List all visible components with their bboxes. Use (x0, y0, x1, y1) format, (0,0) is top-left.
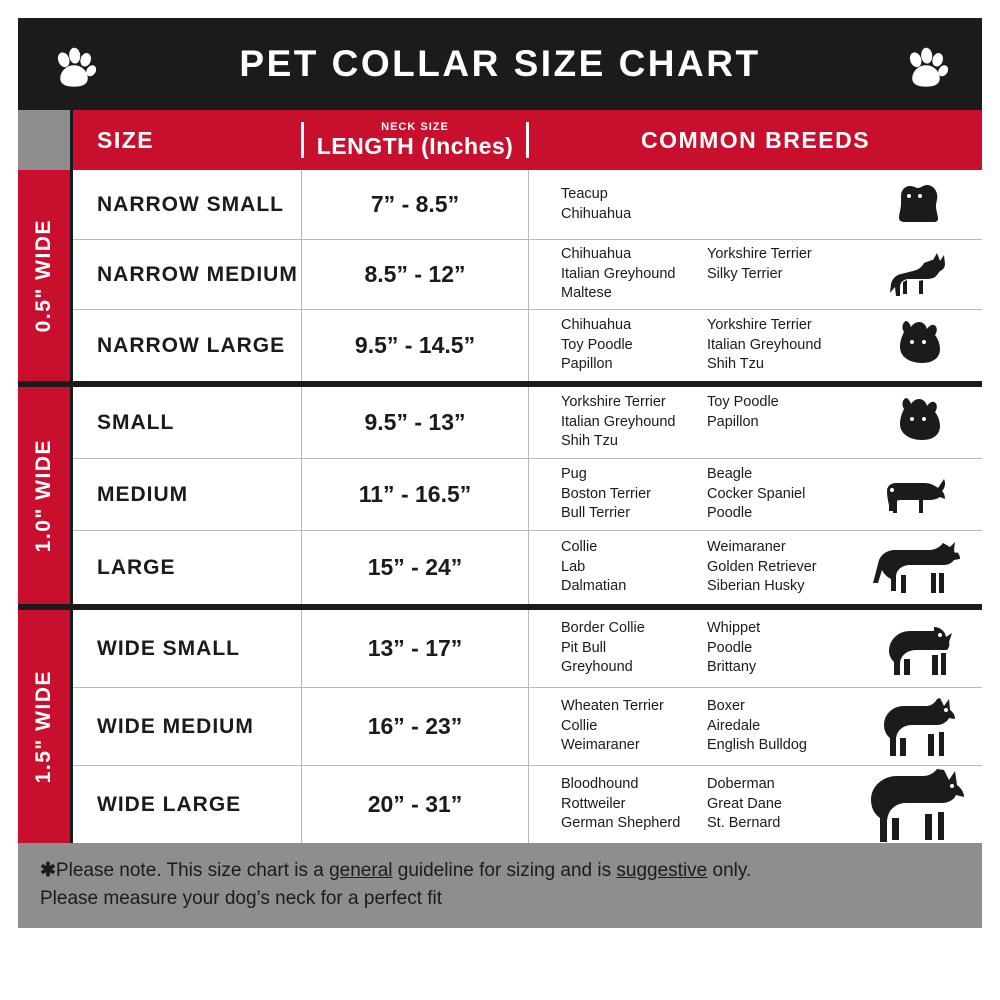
breed-name: Teacup (561, 185, 608, 202)
footer-underline-general: general (329, 860, 393, 881)
cell-length: 7” - 8.5” (301, 170, 529, 239)
breed-column-2 (707, 393, 853, 452)
breed-name: Boxer (707, 698, 745, 715)
breed-name: Rottweiler (561, 795, 626, 812)
chihuahua-silhouette (864, 252, 982, 298)
breed-name: Yorkshire Terrier (707, 246, 812, 263)
breed-name: Weimaraner (707, 539, 786, 556)
footer-line-2: Please measure your dog’s neck for a perfect fit (40, 887, 443, 909)
table-row (73, 387, 982, 459)
cell-breeds (529, 610, 982, 687)
breed-name: Yorkshire Terrier (561, 394, 666, 411)
breed-name: Border Collie (561, 620, 645, 637)
table-row (73, 459, 982, 531)
breed-name: Siberian Husky (707, 578, 805, 595)
cell-size: LARGE (97, 555, 176, 579)
breed-name: Airedale (707, 717, 761, 734)
breed-name: Papillon (707, 413, 759, 430)
cell-size: WIDE MEDIUM (97, 714, 254, 738)
breed-name: Dalmatian (561, 578, 627, 595)
table-row (73, 531, 982, 604)
cell-breeds (529, 531, 982, 604)
chart-header (18, 18, 982, 110)
column-header-breeds: COMMON BREEDS (640, 126, 871, 153)
cell-breeds (529, 688, 982, 765)
breed-name: Great Dane (707, 795, 782, 812)
cell-length: 16” - 23” (301, 688, 529, 765)
cell-size: NARROW LARGE (97, 333, 286, 357)
breed-column-2 (707, 316, 853, 375)
breed-name: Italian Greyhound (561, 265, 676, 282)
breed-name: English Bulldog (707, 737, 807, 754)
width-label-group-1 (18, 387, 70, 604)
breed-name: German Shepherd (561, 815, 681, 832)
cell-size: MEDIUM (97, 482, 189, 506)
cell-length: 11” - 16.5” (301, 459, 529, 530)
breed-column-2 (707, 245, 853, 304)
footer-text-a: Please note. This size chart is a (55, 860, 330, 881)
breed-name: Beagle (707, 466, 753, 483)
table-row (73, 766, 982, 843)
breed-name: Lab (561, 558, 586, 575)
footer-text-b: guideline for sizing and is (392, 860, 617, 881)
page-title: PET COLLAR SIZE CHART (239, 43, 761, 84)
breed-column-1 (561, 393, 707, 452)
breed-column-1 (561, 185, 707, 224)
breed-column-1 (561, 538, 707, 597)
cell-breeds (529, 170, 982, 239)
breed-name: Chihuahua (561, 246, 632, 263)
breed-column-2 (707, 538, 853, 597)
table-row (73, 610, 982, 688)
breed-column-1 (561, 245, 707, 304)
cell-length: 15” - 24” (301, 531, 529, 604)
breed-name: Italian Greyhound (561, 413, 676, 430)
breed-name: Italian Greyhound (707, 336, 822, 353)
terrier-silhouette (864, 182, 982, 228)
cell-size: NARROW SMALL (97, 192, 284, 216)
cell-breeds (529, 310, 982, 381)
width-label-group-0 (18, 170, 70, 381)
table-row (73, 240, 982, 310)
table-header-row (70, 110, 982, 170)
breed-column-1 (561, 775, 707, 834)
cell-breeds (529, 387, 982, 458)
papillon-silhouette (864, 397, 982, 449)
breed-name: Chihuahua (561, 205, 632, 222)
breed-column-1 (561, 316, 707, 375)
size-group-narrow (70, 170, 982, 381)
paw-print-icon (52, 46, 96, 90)
breed-name: Toy Poodle (561, 336, 633, 353)
footer-line-1 (40, 857, 960, 885)
breed-column-1 (561, 465, 707, 524)
breed-column-2 (707, 697, 853, 756)
breed-column-2 (707, 465, 853, 524)
breed-name: Cocker Spaniel (707, 485, 806, 502)
table-row (73, 310, 982, 381)
papillon-silhouette (864, 320, 982, 372)
width-label-header (18, 110, 70, 170)
breed-name: Bloodhound (561, 776, 639, 793)
cell-length: 8.5” - 12” (301, 240, 529, 309)
width-label-text: 1.5" WIDE (32, 669, 55, 784)
breed-name: Collie (561, 539, 598, 556)
footer-note (18, 843, 982, 928)
breed-name: Greyhound (561, 659, 633, 676)
cell-size: WIDE SMALL (97, 636, 240, 660)
paw-print-icon (904, 46, 948, 90)
breed-column-2 (707, 619, 853, 678)
breed-name: Poodle (707, 639, 753, 656)
breed-name: Yorkshire Terrier (707, 317, 812, 334)
breed-name: Silky Terrier (707, 265, 783, 282)
breed-column-1 (561, 697, 707, 756)
cell-breeds (529, 459, 982, 530)
size-table (18, 110, 982, 843)
doberman-silhouette (864, 768, 982, 842)
breed-name: Shih Tzu (707, 356, 764, 373)
breed-name: Pit Bull (561, 639, 607, 656)
cell-breeds (529, 240, 982, 309)
cell-length: 9.5” - 13” (301, 387, 529, 458)
cell-size: SMALL (97, 410, 175, 434)
cell-length: 20” - 31” (301, 766, 529, 843)
table-row (73, 688, 982, 766)
footer-text-c: only. (707, 860, 752, 881)
breed-name: Chihuahua (561, 317, 632, 334)
breed-name: Maltese (561, 285, 612, 302)
beagle-silhouette (864, 473, 982, 517)
breed-name: Bull Terrier (561, 505, 631, 522)
retriever-silhouette (864, 541, 982, 595)
breed-name: St. Bernard (707, 815, 781, 832)
cell-length: 13” - 17” (301, 610, 529, 687)
breed-name: Weimaraner (561, 737, 640, 754)
breed-column-2 (707, 185, 853, 224)
breed-name: Boston Terrier (561, 485, 651, 502)
width-label-column (18, 110, 70, 843)
boxer-silhouette (864, 696, 982, 758)
breed-name: Collie (561, 717, 598, 734)
size-group-standard (70, 381, 982, 604)
asterisk-icon: ✱ (40, 860, 56, 881)
width-label-group-2 (18, 610, 70, 843)
breed-name: Papillon (561, 356, 613, 373)
cell-breeds (529, 766, 982, 843)
size-group-wide (70, 604, 982, 843)
column-header-neck-size: NECK SIZE (381, 121, 449, 134)
cell-size: WIDE LARGE (97, 792, 242, 816)
bulldog-silhouette (864, 621, 982, 677)
breed-name: Shih Tzu (561, 433, 618, 450)
width-label-text: 0.5" WIDE (32, 218, 55, 333)
breed-column-2 (707, 775, 853, 834)
breed-name: Brittany (707, 659, 757, 676)
breed-name: Poodle (707, 505, 753, 522)
breed-name: Pug (561, 466, 587, 483)
footer-underline-suggestive: suggestive (616, 860, 708, 881)
column-header-length (301, 122, 529, 158)
breed-name: Whippet (707, 620, 761, 637)
table-row (73, 170, 982, 240)
breed-name: Wheaten Terrier (561, 698, 664, 715)
column-header-length-inches: LENGTH (Inches) (316, 132, 514, 159)
breed-name: Golden Retriever (707, 558, 817, 575)
column-header-size: SIZE (97, 126, 155, 153)
width-label-text: 1.0" WIDE (32, 438, 55, 553)
breed-name: Doberman (707, 776, 775, 793)
cell-size: NARROW MEDIUM (97, 262, 298, 286)
breed-column-1 (561, 619, 707, 678)
breed-name: Toy Poodle (707, 394, 779, 411)
cell-length: 9.5” - 14.5” (301, 310, 529, 381)
